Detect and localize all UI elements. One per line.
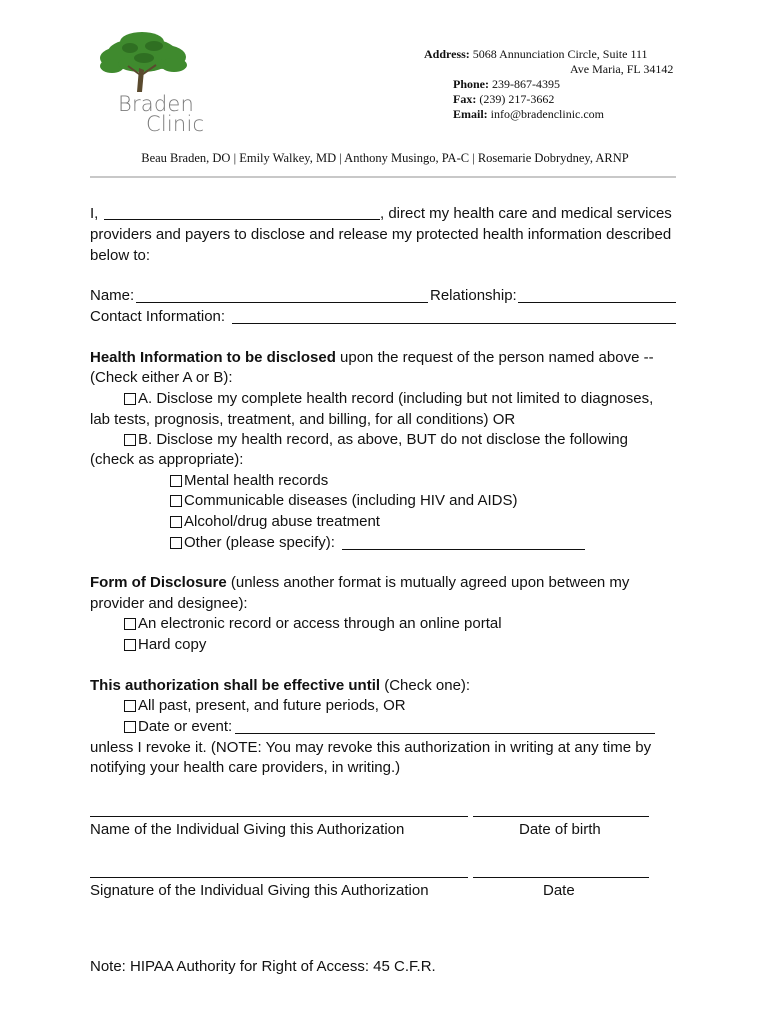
logo-text-clinic: Clinic [146, 112, 205, 136]
phone-number: 239-867-4395 [492, 77, 560, 91]
form-of-disclosure-heading-line-2: provider and designee): [90, 595, 248, 612]
email-address: info@bradenclinic.com [490, 107, 605, 121]
exclusion-other-label: Other (please specify): [184, 534, 335, 551]
option-b-line-2: (check as appropriate): [90, 451, 244, 468]
recipient-name-label: Name: [90, 287, 135, 304]
effective-date-event [124, 717, 232, 738]
contact-info-field[interactable] [232, 323, 676, 324]
exclusion-mental-health [170, 471, 328, 492]
signature-label: Signature of the Individual Giving this Authorization [90, 882, 429, 899]
provider-list: Beau Braden, DO | Emily Walkey, MD | Anthony Musingo, PA-C | Rosemarie Dobrydney, ARNP [141, 151, 629, 165]
option-a-line-2: lab tests, prognosis, treatment, and billing, for all conditions) OR [90, 411, 516, 428]
health-info-heading [90, 348, 654, 369]
exclusion-mental-health-label: Mental health records [184, 472, 329, 489]
exclusion-other-checkbox[interactable] [170, 537, 182, 549]
fax-number: (239) 217-3662 [479, 92, 555, 106]
header-divider [90, 176, 676, 178]
form-of-disclosure-heading-bold: Form of Disclosure [90, 574, 227, 591]
effective-date-event-label: Date or event: [138, 718, 233, 735]
intro-line-3: below to: [90, 247, 151, 264]
effective-date-event-field[interactable] [235, 733, 655, 734]
health-info-heading-bold: Health Information to be disclosed [90, 349, 336, 366]
address-line-1 [424, 47, 648, 62]
form-of-disclosure-heading-rest: (unless another format is mutually agreed upon between my [226, 574, 630, 591]
option-b [124, 430, 628, 451]
exclusion-alcohol-drug-checkbox[interactable] [170, 516, 182, 528]
disclosure-electronic-checkbox[interactable] [124, 618, 136, 630]
disclosure-hard-copy-checkbox[interactable] [124, 639, 136, 651]
contact-info-label: Contact Information: [90, 308, 226, 325]
patient-name-field[interactable] [104, 219, 380, 220]
date-of-birth-label: Date of birth [519, 821, 601, 838]
exclusion-alcohol-drug-label: Alcohol/drug abuse treatment [184, 513, 380, 530]
intro-i: I, [90, 205, 99, 222]
option-a-text: A. Disclose my complete health record (including but not limited to diagnoses, [138, 390, 654, 407]
option-b-checkbox[interactable] [124, 434, 136, 446]
fax-label: Fax: [453, 92, 477, 106]
effective-heading-bold: This authorization shall be effective until [90, 677, 381, 694]
effective-all-periods-label: All past, present, and future periods, OR [138, 697, 406, 714]
disclosure-electronic [124, 614, 502, 635]
address-label: Address: [424, 47, 470, 61]
exclusion-communicable-checkbox[interactable] [170, 495, 182, 507]
logo-text-braden: Braden [118, 92, 195, 116]
exclusion-communicable [170, 491, 518, 512]
effective-date-event-checkbox[interactable] [124, 721, 136, 733]
effective-heading [90, 676, 470, 697]
relationship-label: Relationship: [430, 287, 517, 304]
health-info-heading-rest: upon the request of the person named above -- [335, 349, 654, 366]
phone-label: Phone: [453, 77, 489, 91]
date-of-birth-field[interactable] [473, 816, 649, 817]
health-info-heading-line-2: (Check either A or B): [90, 369, 233, 386]
exclusion-mental-health-checkbox[interactable] [170, 475, 182, 487]
disclosure-hard-copy [124, 635, 206, 656]
effective-heading-rest: (Check one): [380, 677, 471, 694]
signature-field[interactable] [90, 877, 468, 878]
option-a-checkbox[interactable] [124, 393, 136, 405]
option-b-text: B. Disclose my health record, as above, BUT do not disclose the following [138, 431, 628, 448]
individual-name-field[interactable] [90, 816, 468, 817]
disclosure-hard-copy-label: Hard copy [138, 636, 207, 653]
exclusion-other [170, 533, 335, 554]
disclosure-electronic-label: An electronic record or access through an online portal [138, 615, 502, 632]
address-street: 5068 Annunciation Circle, Suite 111 [472, 47, 648, 61]
signature-date-label: Date [543, 882, 575, 899]
individual-name-label: Name of the Individual Giving this Authorization [90, 821, 405, 838]
exclusion-other-field[interactable] [342, 549, 585, 550]
revoke-note-line-1: unless I revoke it. (NOTE: You may revoke this authorization in writing at any time by [90, 739, 652, 756]
recipient-name-field[interactable] [136, 302, 428, 303]
revoke-note-line-2: notifying your health care providers, in writing.) [90, 759, 401, 776]
relationship-field[interactable] [518, 302, 676, 303]
effective-all-periods-checkbox[interactable] [124, 700, 136, 712]
address-city: Ave Maria, FL 34142 [570, 62, 674, 76]
option-a [124, 389, 653, 410]
phone-line [453, 77, 560, 92]
email-line [453, 107, 604, 122]
email-label: Email: [453, 107, 488, 121]
effective-all-periods [124, 696, 406, 717]
tree-icon [92, 30, 192, 100]
hipaa-note: Note: HIPAA Authority for Right of Access: 45 C.F.R. [90, 958, 436, 975]
intro-line-1: , direct my health care and medical services [380, 205, 672, 222]
signature-date-field[interactable] [473, 877, 649, 878]
exclusion-communicable-label: Communicable diseases (including HIV and AIDS) [184, 492, 518, 509]
intro-line-2: providers and payers to disclose and release my protected health information described [90, 226, 672, 243]
exclusion-alcohol-drug [170, 512, 380, 533]
fax-line [453, 92, 554, 107]
form-of-disclosure-heading [90, 573, 629, 594]
